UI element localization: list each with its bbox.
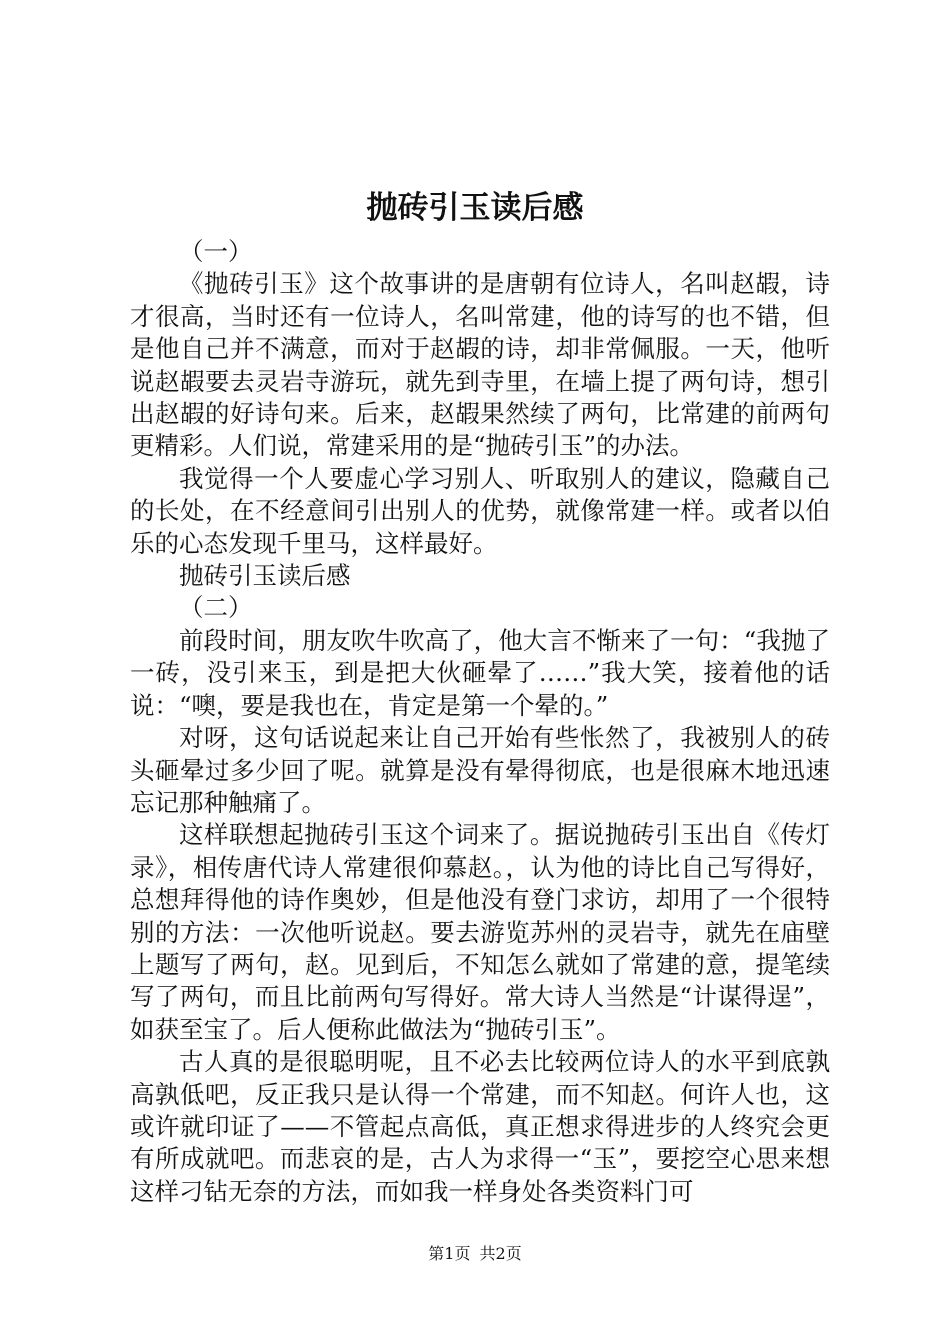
- body-paragraph: 我觉得一个人要虚心学习别人、听取别人的建议，隐藏自己的长处，在不经意间引出别人的优势，就像常建一样。或者以伯乐的心态发现千里马，这样最好。: [130, 463, 830, 558]
- body-paragraph: 古人真的是很聪明呢，且不必去比较两位诗人的水平到底孰高孰低吧，反正我只是认得一个常建，而不知赵。何许人也，这或许就印证了——不管起点高低，真正想求得进步的人终究会更有所成就吧。而悲哀的是，古人为求得一“玉”，要挖空心思来想这样刁钻无奈的方法，而如我一样身处各类资料门可: [130, 1047, 830, 1206]
- body-paragraph: 这样联想起抛砖引玉这个词来了。据说抛砖引玉出自《传灯录》，相传唐代诗人常建很仰慕赵。，认为他的诗比自己写得好，总想拜得他的诗作奥妙，但是他没有登门求访，却用了一个很特别的方法：一次他听说赵。要去游览苏州的灵岩寺，就先在庙壁上题写了两句，赵。见到后，不知怎么就如了常建的意，提笔续写了两句，而且比前两句写得好。常大诗人当然是“计谋得逞”，如获至宝了。后人便称此做法为“抛砖引玉”。: [130, 820, 830, 1044]
- section-heading: 抛砖引玉读后感: [179, 561, 351, 591]
- document-body: [130, 236, 830, 1208]
- body-paragraph: 对呀，这句话说起来让自己开始有些怅然了，我被别人的砖头砸晕过多少回了呢。就算是没有晕得彻底，也是很麻木地迅速忘记那种触痛了。: [130, 723, 830, 817]
- section-marker-two: （二）: [179, 593, 253, 623]
- document-title: 抛砖引玉读后感: [366, 190, 584, 226]
- section-marker-one: （一）: [179, 237, 253, 266]
- page-number: 第1页: [428, 1244, 471, 1263]
- body-paragraph: 《抛砖引玉》这个故事讲的是唐朝有位诗人，名叫赵嘏，诗才很高，当时还有一位诗人，名叫常建，他的诗写的也不错，但是他自己并不满意，而对于赵嘏的诗，却非常佩服。一天，他听说赵嘏要去灵岩寺游玩，就先到寺里，在墙上提了两句诗，想引出赵嘏的好诗句来。后来，赵嘏果然续了两句，比常建的前两句更精彩。人们说，常建采用的是“抛砖引玉”的办法。: [130, 269, 830, 461]
- page-footer: [0, 1243, 950, 1265]
- body-paragraph: 前段时间，朋友吹牛吹高了，他大言不惭来了一句：“我抛了一砖，没引来玉，到是把大伙砸晕了……”我大笑，接着他的话说：“噢，要是我也在，肯定是第一个晕的。”: [130, 625, 830, 720]
- page-total: 共2页: [479, 1244, 522, 1263]
